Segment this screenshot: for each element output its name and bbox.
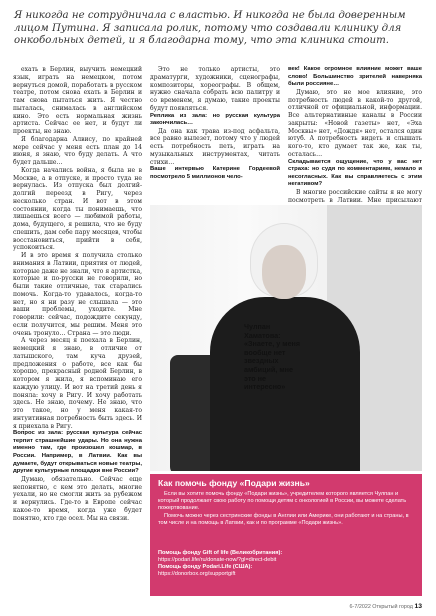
question-paragraph: Складывается ощущение, что у вас нет страха: но судя по комментариям, немало и несогласных. Как вы справляетесь с этим негативом? <box>288 158 422 188</box>
question-paragraph: век! Какое огромное влияние может ваше слово! Большинство зрителей наверняка были россияне… <box>288 66 422 88</box>
box-links <box>158 550 416 578</box>
body-paragraph: В многие российские сайты я не могу посмотреть в Латвии. Мне присылают <box>288 188 422 204</box>
photo-caption: Чулпан Хаматова: «Знаете, у меня вообще нет звездных амбиций, мне это не интересно» <box>244 322 301 392</box>
page-number: 13 <box>414 603 422 610</box>
donation-link-url[interactable]: https://podari.life/ru/donate-now/?gl=direct-debit <box>158 557 277 563</box>
donation-link-url[interactable]: https://donorbox.org/supportgift <box>158 571 236 577</box>
donation-link-label: Помощь фонду Gift of life (Великобритания): <box>158 550 283 556</box>
text-column-2 <box>150 66 280 202</box>
box-paragraph: Помочь можно через сестринские фонды в Англии или Америке, они работают и на страны, в том числе и на помощь в Латвии, как и по программе «Подари жизнь». <box>158 513 409 527</box>
pull-quote: Я никогда не сотрудничала с властью. И никогда не была доверенным лицом Путина. Я записала ролик, потому что создавали клинику для онкобольных детей, и я благодарна тому, что эта клиника стоит. <box>14 10 406 47</box>
body-paragraph: И в это время я получила столько внимания в Латвии, приятия от людей, которые даже не знали, что я артистка, которые и по-русски не говорили, но были такие отличные, так старались помочь. Когда-то удавалось, когда-то нет, но я ни разу не слышала — это ваши проблемы, уходите. Мне говорили: сейчас, подождите секунду, если получится, мы решим. Меня это очень тронуло… Страна — это люди. <box>13 252 142 337</box>
body-paragraph: Это не только артисты, это драматурги, художники, сценографы, композиторы, хореографы. В общем, нужно сначала собрать всю палитру и со временем, я думаю, такие проекты будут появляться. <box>150 66 280 112</box>
issue-label: 6-7/2022 Открытый город <box>349 604 413 610</box>
body-paragraph: Когда начались война, я была не в Москве, а в отпуске, и просто туда не вернулась. Из отпуска был долгий-долгий переезд в Ригу, через несколько стран. И вот в этом состоянии, когда ты понимаешь, что лишаешься всего — любимой работы, дома, будущего, я решила, что не буду спешить, дам себе пару месяцев, чтобы восстановиться, прийти в себя, успокоиться. <box>13 166 142 252</box>
body-paragraph: Думаю, обязательно. Сейчас еще непонятно, с кем это делать, многие уехали, но не смогли жить за рубежом и вернулись. Где-то в Европе сейчас какое-то время, когда уже будет понятно, кто где осел. Мы на связи. <box>13 475 142 522</box>
box-body <box>158 491 416 528</box>
page-footer <box>350 603 422 610</box>
donation-info-box <box>150 474 422 596</box>
box-paragraph: Если вы хотите помочь фонду «Подари жизнь», учредителем которого является Чулпан и который продолжает свою работу по помощи детям с онкологией в России, вы можете сделать пожертвование. <box>158 491 407 512</box>
body-paragraph: Я благодарна Алвису, по крайней мере сейчас у меня есть план до 14 июня, я знаю, что буду делать. А что будет дальше… <box>13 135 142 166</box>
body-paragraph: Да она как трава из-под асфальта, все равно вылезет, потому что у людей есть потребность петь, играть на музыкальных инструментах, читать стихи… <box>150 127 280 166</box>
body-paragraph: Думаю, это не мое влияние, это потребность людей в какой-то другой, отличной от официальной, информации. Все альтернативные каналы в России закрыты: «Новой газеты» нет, «Эха Москвы» нет, «Дождя» нет, остался один ютуб. А потребность видеть и слышать кого-то, кто думает так же, как ты, осталась… <box>288 88 422 158</box>
question-paragraph: Вопрос из зала: русская культура сейчас терпит страшнейшие удары. Но она нужна именно там, где произошел кошмар, в России. Например, в Латвии. Как вы думаете, будут открываться новые театры, другие культурные площадки вне России? <box>13 430 142 475</box>
question-paragraph: Реплика из зала: но русская культура закончилась… <box>150 112 280 127</box>
question-paragraph: Ваше интервью Катерине Гордеевой посмотрело 5 миллионов чело- <box>150 166 280 181</box>
text-column-1 <box>13 66 142 522</box>
photo-figure-face <box>262 245 306 299</box>
body-paragraph: А через месяц я поехала в Берлин, немецкий я знаю, в отличие от латышского, там куча друзей, предложения о работе, все как бы хорошо, прекрасный родной Берлин, в котором я жила, я вспоминаю его каждую улицу. И вот на третий день я поняла: хочу в Ригу. И хочу работать здесь. Не знаю, почему. Не знаю, что это такое, но у меня какая-то интуитивная потребность быть здесь. И я приехала в Ригу. <box>13 337 142 430</box>
box-title: Как помочь фонду «Подари жизнь» <box>158 478 310 488</box>
body-paragraph: ехать в Берлин, выучить немецкий язык, играть на немецком, потом вернуться домой, поработать в русском театре, потом снова ехать в Берлин и там снова пытаться жить. Я честно пыталась, снималась в английском кино. Это есть нормальная жизнь артиста. Сейчас ее нет, и будут ли проекты, не знаю. <box>13 66 142 135</box>
donation-link-label: Помощь фонду Podari.Life (США): <box>158 564 253 570</box>
